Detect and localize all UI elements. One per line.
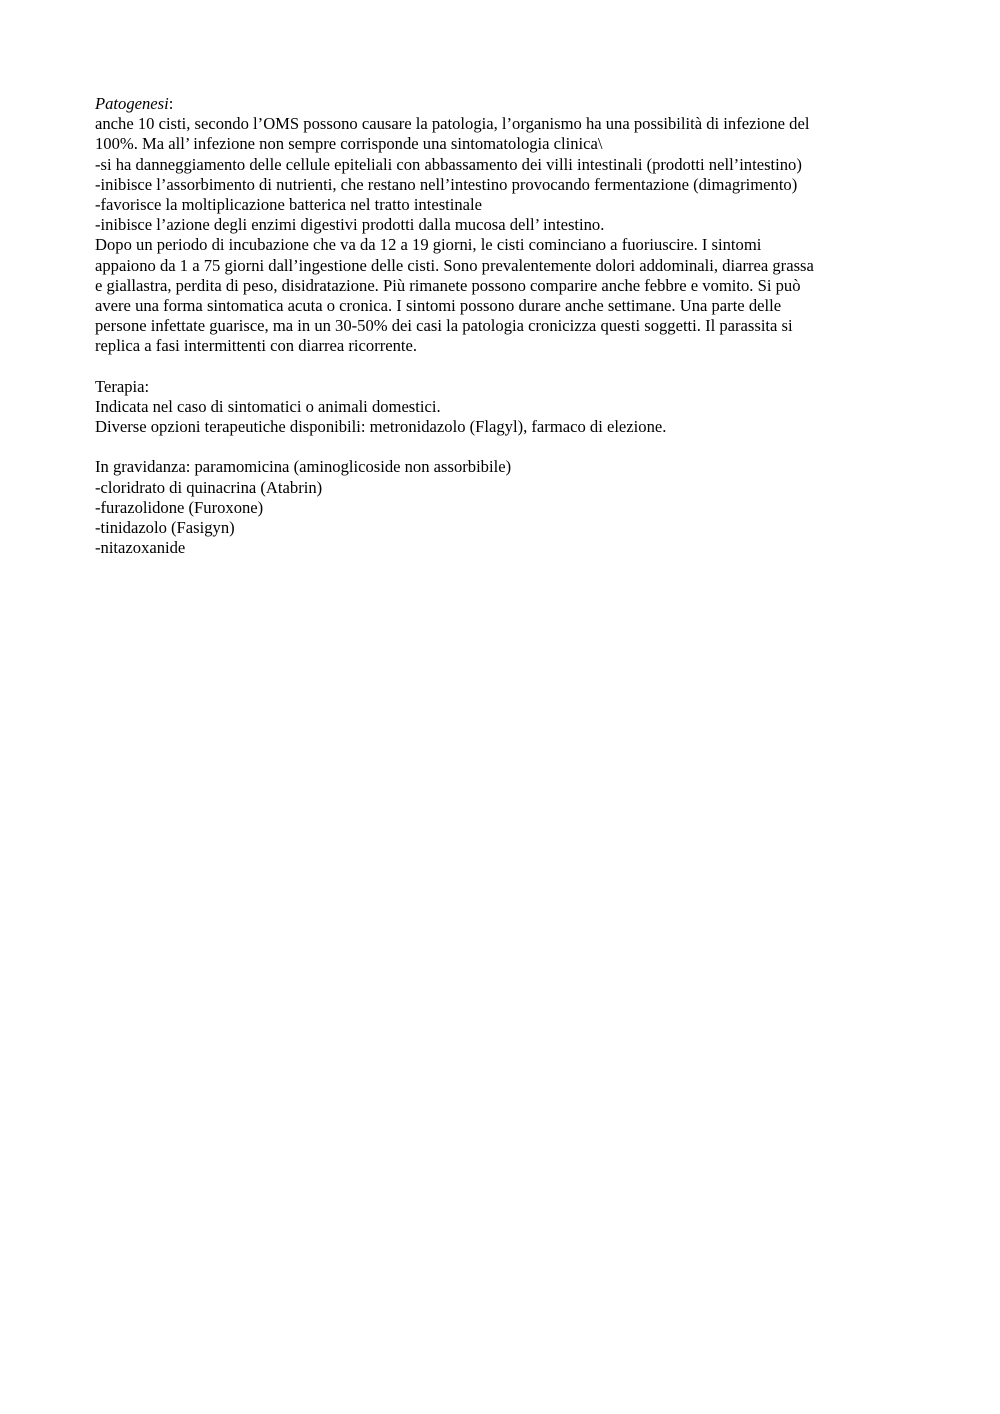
patogenesi-list-item: -favorisce la moltiplicazione batterica nel tratto intestinale <box>95 194 483 214</box>
terapia-line: Indicata nel caso di sintomatici o animali domestici. <box>95 396 441 416</box>
terapia-heading: Terapia: <box>95 376 150 396</box>
gravidanza-line: In gravidanza: paramomicina (aminoglicoside non assorbibile) <box>95 457 512 477</box>
gravidanza-list-item: -furazolidone (Furoxone) <box>95 497 264 517</box>
gravidanza-list-item: -nitazoxanide <box>95 538 186 558</box>
terapia-line: Diverse opzioni terapeutiche disponibili: metronidazolo (Flagyl), farmaco di elezione. <box>95 417 667 436</box>
patogenesi-paragraph-line: anche 10 cisti, secondo l’OMS possono causare la patologia, l’organismo ha una possibilità di infezione del <box>95 114 810 134</box>
spacer <box>95 356 910 376</box>
patogenesi-heading-line <box>95 94 910 114</box>
patogenesi-description-line: Dopo un periodo di incubazione che va da 12 a 19 giorni, le cisti cominciano a fuoriuscire. I sintomi <box>95 235 762 255</box>
spacer <box>95 437 910 457</box>
patogenesi-description-line: avere una forma sintomatica acuta o cronica. I sintomi possono durare anche settimane. Una parte delle <box>95 295 782 315</box>
gravidanza-list-item: -cloridrato di quinacrina (Atabrin) <box>95 477 323 497</box>
patogenesi-description-line: replica a fasi intermittenti con diarrea ricorrente. <box>95 336 418 356</box>
patogenesi-description-line: e giallastra, perdita di peso, disidratazione. Più rimanete possono comparire anche febbre e vomito. Si può <box>95 275 801 295</box>
patogenesi-list-item: -inibisce l’assorbimento di nutrienti, che restano nell’intestino provocando fermentazione (dimagrimento) <box>95 174 798 194</box>
patogenesi-description-line: persone infettate guarisce, ma in un 30-50% dei casi la patologia cronicizza questi soggetti. Il parassita si <box>95 316 793 336</box>
document-body <box>95 94 910 558</box>
gravidanza-list-item: -tinidazolo (Fasigyn) <box>95 517 235 537</box>
patogenesi-list-item: -si ha danneggiamento delle cellule epiteliali con abbassamento dei villi intestinali (prodotti nell’intestino) <box>95 154 802 174</box>
patogenesi-heading-colon: : <box>168 94 174 113</box>
patogenesi-heading: Patogenesi <box>95 94 169 113</box>
patogenesi-list-item: -inibisce l’azione degli enzimi digestivi prodotti dalla mucosa dell’ intestino. <box>95 215 605 235</box>
patogenesi-paragraph-line: 100%. Ma all’ infezione non sempre corrisponde una sintomatologia clinica\ <box>95 134 603 154</box>
patogenesi-description-line: appaiono da 1 a 75 giorni dall’ingestione delle cisti. Sono prevalentemente dolori addominali, diarrea grassa <box>95 255 814 275</box>
